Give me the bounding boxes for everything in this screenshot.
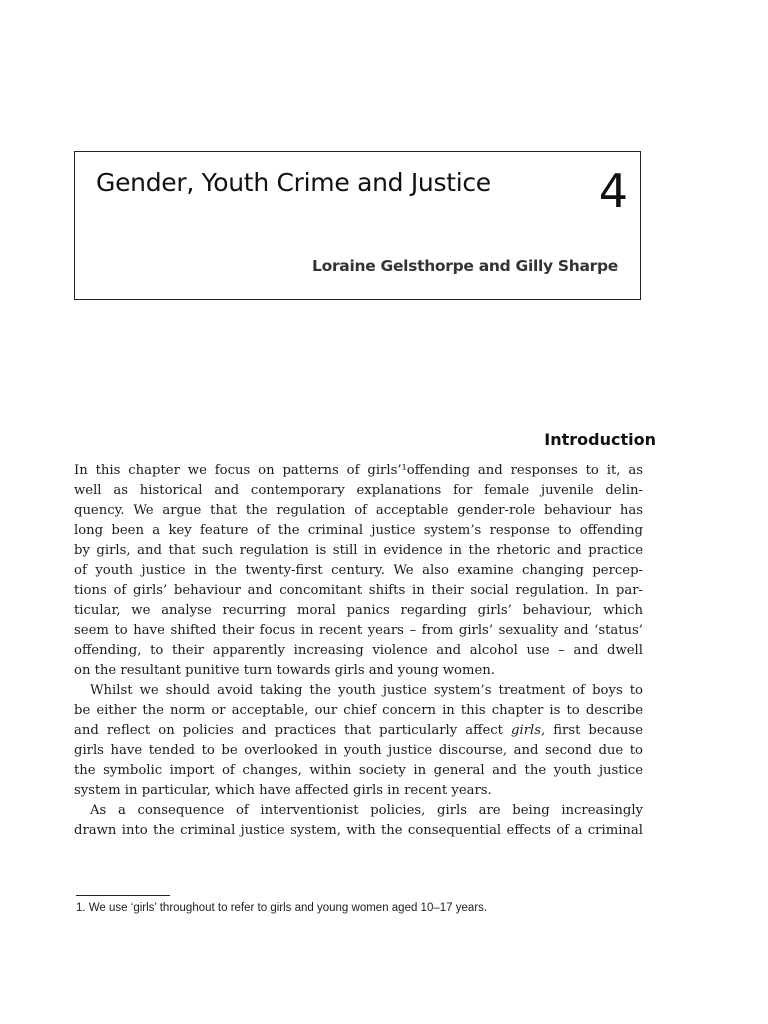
footnote-rule [76, 895, 170, 896]
text-line: system in particular, which have affected girls in recent years. [74, 783, 492, 798]
text-line: tions of girls’ behaviour and concomitant shifts in their social regulation. In par- [74, 583, 643, 598]
chapter-heading-box [74, 151, 641, 300]
chapter-number: 4 [598, 164, 628, 218]
text-line: of youth justice in the twenty-first century. We also examine changing percep- [74, 563, 643, 578]
paragraph-2 [74, 681, 643, 801]
text-line: offending, to their apparently increasing violence and alcohol use – and dwell [74, 643, 643, 658]
text-line: the symbolic import of changes, within society in general and the youth justice [74, 763, 643, 778]
text-segment: and reflect on policies and practices that particularly affect [74, 723, 512, 738]
text-line: by girls, and that such regulation is still in evidence in the rhetoric and practice [74, 543, 643, 558]
text-line: quency. We argue that the regulation of acceptable gender-role behaviour has [74, 503, 643, 518]
footnote-1: 1. We use ‘girls’ throughout to refer to girls and young women aged 10–17 years. [76, 902, 488, 914]
text-line: ticular, we analyse recurring moral panics regarding girls’ behaviour, which [74, 603, 643, 618]
text-line: long been a key feature of the criminal justice system’s response to offending [74, 523, 643, 538]
text-line: on the resultant punitive turn towards girls and young women. [74, 663, 495, 678]
text-segment: , first because [540, 723, 643, 738]
text-line: drawn into the criminal justice system, with the consequential effects of a criminal [74, 823, 643, 838]
text-line: girls have tended to be overlooked in youth justice discourse, and second due to [74, 743, 643, 758]
emphasis-girls: girls [511, 723, 541, 738]
text-line: As a consequence of interventionist policies, girls are being increasingly [90, 803, 643, 818]
text-line: well as historical and contemporary explanations for female juvenile delin- [74, 483, 643, 498]
text-line: Whilst we should avoid taking the youth justice system’s treatment of boys to [90, 683, 643, 698]
text-line: In this chapter we focus on patterns of girls’¹offending and responses to it, as [74, 463, 643, 478]
body-text [74, 461, 643, 841]
section-heading-introduction: Introduction [544, 430, 656, 449]
chapter-authors: Loraine Gelsthorpe and Gilly Sharpe [312, 257, 618, 275]
text-line: seem to have shifted their focus in recent years – from girls’ sexuality and ‘status’ [74, 623, 643, 638]
chapter-title: Gender, Youth Crime and Justice [96, 168, 491, 197]
text-line-with-emphasis [74, 721, 643, 741]
paragraph-3 [74, 801, 643, 841]
paragraph-1 [74, 461, 643, 681]
text-line: be either the norm or acceptable, our chief concern in this chapter is to describe [74, 703, 643, 718]
